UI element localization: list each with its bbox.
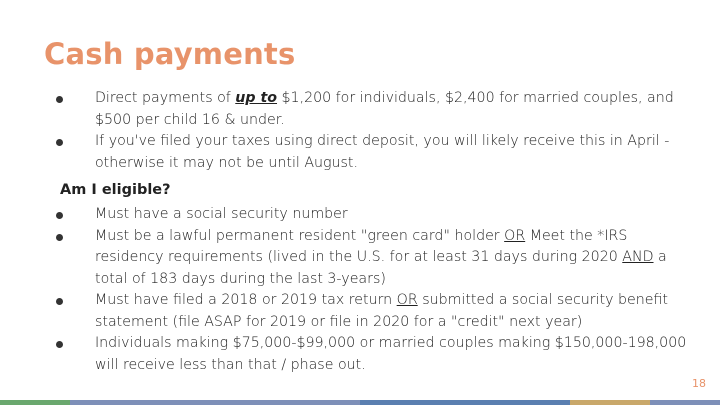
- footer-segment: [360, 400, 570, 405]
- item-text-pre: Must be a lawful permanent resident "green card" holder: [95, 227, 505, 244]
- emphasis-text: up to: [235, 90, 278, 106]
- eligibility-list: [52, 204, 692, 376]
- item-text: If you've filed your taxes using direct deposit, you will likely receive this in April - otherwise it may not be until August.: [95, 133, 670, 171]
- item-text: Must have a social security number: [95, 206, 348, 222]
- bullet-icon: [56, 234, 63, 241]
- item-text: Individuals making $75,000-$99,000 or married couples making $150,000-198,000 will receive less than that / phase out.: [95, 335, 687, 373]
- item-text-post: a total of 183 days during the last 3-years): [95, 249, 667, 287]
- list-item: [52, 131, 692, 174]
- footer-segment: [650, 400, 720, 405]
- payments-list: [52, 88, 692, 174]
- footer-segment: [570, 400, 650, 405]
- item-text-post: $1,200 for individuals, $2,400 for married couples, and $500 per child 16 & under.: [95, 90, 674, 128]
- bullet-icon: [56, 96, 63, 103]
- bullet-icon: [56, 212, 63, 219]
- slide-title: Cash payments: [44, 37, 296, 71]
- item-text-pre: Direct payments of: [95, 90, 236, 106]
- footer-segment: [70, 400, 360, 405]
- footer-color-bar: [0, 400, 720, 405]
- bullet-icon: [56, 341, 63, 348]
- footer-segment: [0, 400, 70, 405]
- list-item: [52, 204, 692, 226]
- list-item: [52, 226, 692, 291]
- item-text-mid: Meet the *IRS residency requirements (lived in the U.S. for at least 31 days during 2020: [95, 227, 628, 265]
- bullet-icon: [56, 298, 63, 305]
- or-keyword: OR: [396, 292, 418, 308]
- eligibility-heading: Am I eligible?: [60, 182, 171, 198]
- item-text-pre: Must have filed a 2018 or 2019 tax return: [95, 292, 397, 308]
- or-keyword: OR: [504, 227, 526, 244]
- list-item: [52, 290, 692, 333]
- page-number: 18: [692, 377, 706, 390]
- and-keyword: AND: [622, 249, 654, 265]
- bullet-icon: [56, 139, 63, 146]
- list-item: [52, 333, 692, 376]
- item-text-post: submitted a social security benefit statement (file ASAP for 2019 or file in 2020 for a "credit" next year): [95, 292, 668, 330]
- list-item: [52, 88, 692, 131]
